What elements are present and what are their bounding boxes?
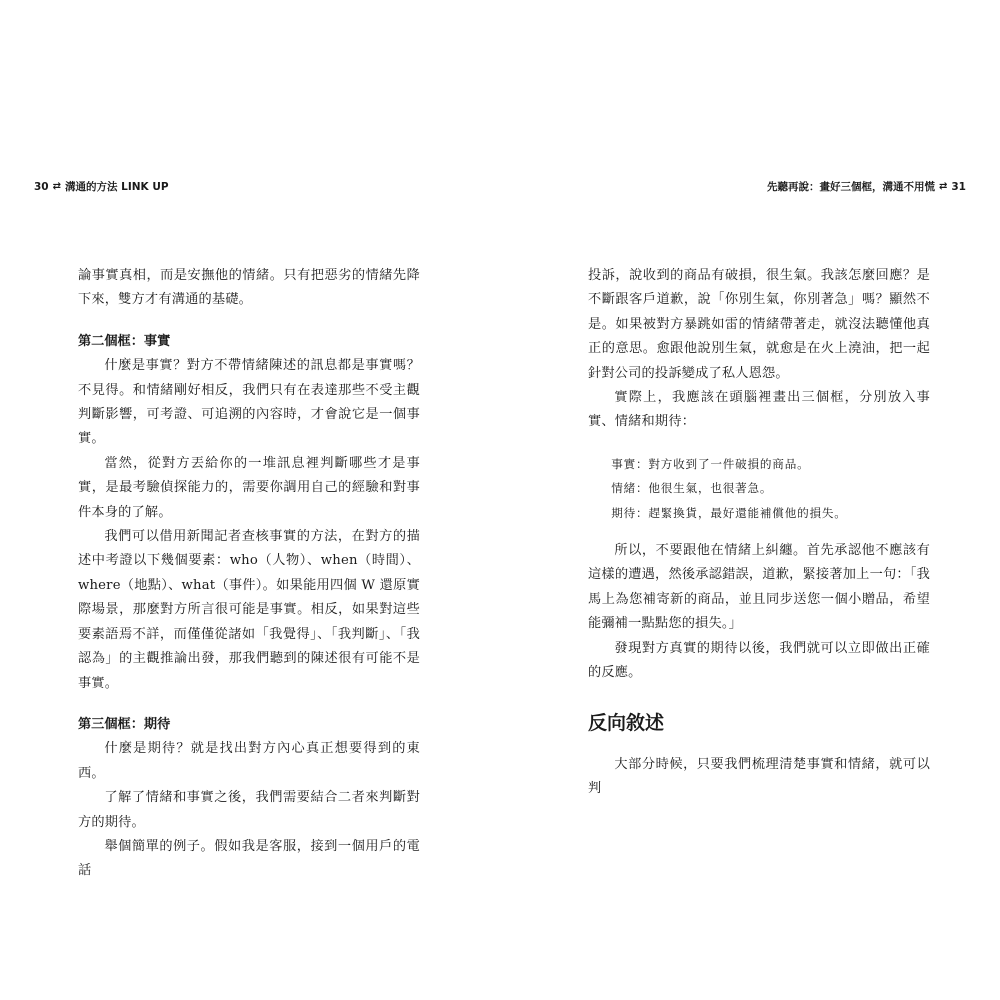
running-header-left [34, 179, 169, 194]
paragraph: 什麼是事實？對方不帶情緒陳述的訊息都是事實嗎？不見得。和情緒剛好相反，我們只有在表達那些不受主觀判斷影響，可考證、可追溯的內容時，才會說它是一個事實。 [78, 358, 420, 447]
paragraph: 大部分時候，只要我們梳理清楚事實和情緒，就可以判 [588, 756, 930, 796]
book-title: 溝通的方法 LINK UP [65, 181, 169, 193]
frame-emotion: 情緒：他很生氣，也很著急。 [611, 481, 773, 496]
three-frames-example [588, 452, 930, 525]
right-page-body [588, 264, 930, 801]
frame-expectation: 期待：趕緊換貨，最好還能補償他的損失。 [611, 505, 847, 520]
paragraph: 舉個簡單的例子。假如我是客服，接到一個用戶的電話 [78, 838, 420, 879]
paragraph: 了解了情緒和事實之後，我們需要結合二者來判斷對方的期待。 [78, 790, 420, 830]
paragraph: 什麼是期待？就是找出對方內心真正想要得到的東西。 [78, 741, 420, 781]
page-number-left: 30 [34, 180, 49, 193]
left-page-body [78, 264, 420, 884]
running-header-right [767, 179, 966, 194]
paragraph: 實際上，我應該在頭腦裡畫出三個框，分別放入事實、情緒和期待： [588, 390, 930, 430]
chapter-title: 先聽再說：畫好三個框，溝通不用慌 [766, 181, 935, 193]
paragraph: 當然，從對方丟給你的一堆訊息裡判斷哪些才是事實，是最考驗偵探能力的，需要你調用自己的經驗和對事件本身的了解。 [78, 455, 420, 520]
subheading-expectation: 第三個框：期待 [78, 716, 171, 732]
double-arrow-icon: ⇄ [938, 181, 948, 192]
subheading-facts: 第二個框：事實 [78, 333, 171, 349]
paragraph: 我們可以借用新聞記者查核事實的方法，在對方的描述中考證以下幾個要素：who（人物）、when（時間）、where（地點）、what（事件）。如果能用四個 W 還原實際場景，那麼對方所言很可能是事實。相反，如果對這些要素語焉不詳，而僅僅從諸如「我覺得」、「我判斷」、「我認為」的主觀推論出發，那我們聽到的陳述很有可能不是事實。 [78, 529, 420, 691]
paragraph: 論事實真相，而是安撫他的情緒。只有把惡劣的情緒先降下來，雙方才有溝通的基礎。 [78, 268, 420, 308]
frame-fact: 事實：對方收到了一件破損的商品。 [611, 456, 810, 471]
page-number-right: 31 [951, 180, 966, 193]
paragraph: 所以，不要跟他在情緒上糾纏。首先承認他不應該有這樣的遭遇，然後承認錯誤，道歉，緊接著加上一句：「我馬上為您補寄新的商品，並且同步送您一個小贈品，希望能彌補一點點您的損失。」 [588, 543, 930, 632]
paragraph: 發現對方真實的期待以後，我們就可以立即做出正確的反應。 [588, 640, 930, 681]
section-title: 反向敘述 [588, 711, 665, 734]
double-arrow-icon: ⇄ [52, 181, 62, 192]
paragraph: 投訴，說收到的商品有破損，很生氣。我該怎麼回應？是不斷跟客戶道歉，說「你別生氣，你別著急」嗎？顯然不是。如果被對方暴跳如雷的情緒帶著走，就沒法聽懂他真正的意思。愈跟他說別生氣，就愈是在火上澆油，把一起針對公司的投訴變成了私人恩怨。 [588, 268, 930, 381]
